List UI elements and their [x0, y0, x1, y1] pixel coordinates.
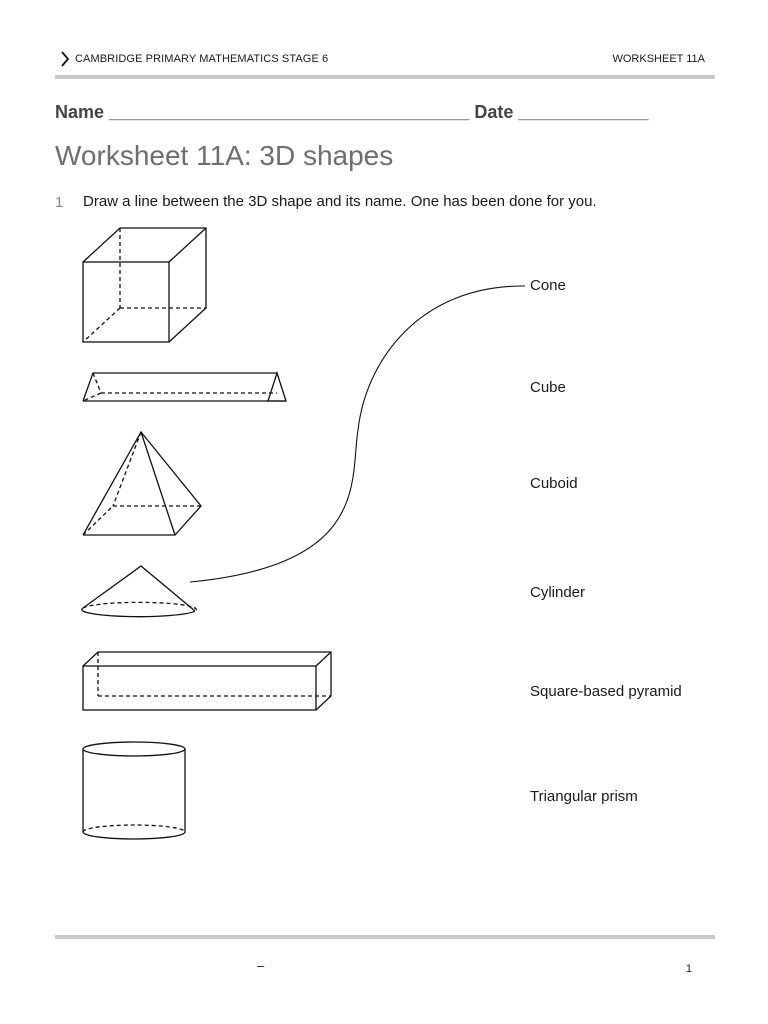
- label-square-based-pyramid: Square-based pyramid: [530, 683, 682, 700]
- label-cuboid: Cuboid: [530, 475, 578, 492]
- cube-icon: [83, 228, 206, 342]
- cone-icon: [82, 566, 197, 617]
- label-triangular-prism: Triangular prism: [530, 788, 638, 805]
- page-title: Worksheet 11A: 3D shapes: [55, 140, 394, 171]
- label-cylinder: Cylinder: [530, 584, 586, 601]
- triangular-prism-icon: [83, 373, 286, 401]
- header-series: CAMBRIDGE PRIMARY MATHEMATICS STAGE 6: [75, 53, 329, 65]
- name-date-line[interactable]: Name ____________________________________ Date _____________: [55, 102, 649, 122]
- page-number: 1: [685, 963, 692, 975]
- cuboid-icon: [83, 652, 331, 710]
- question-number: 1: [55, 194, 64, 211]
- square-pyramid-icon: [83, 432, 201, 535]
- footer-dash: –: [257, 958, 265, 973]
- cylinder-icon: [83, 742, 185, 839]
- footer-divider: [55, 935, 715, 939]
- label-cone: Cone: [530, 277, 566, 294]
- example-match-line: [190, 286, 525, 582]
- question-text: Draw a line between the 3D shape and its name. One has been done for you.: [83, 193, 597, 210]
- label-cube: Cube: [530, 379, 566, 396]
- header-worksheet-code: WORKSHEET 11A: [612, 53, 705, 65]
